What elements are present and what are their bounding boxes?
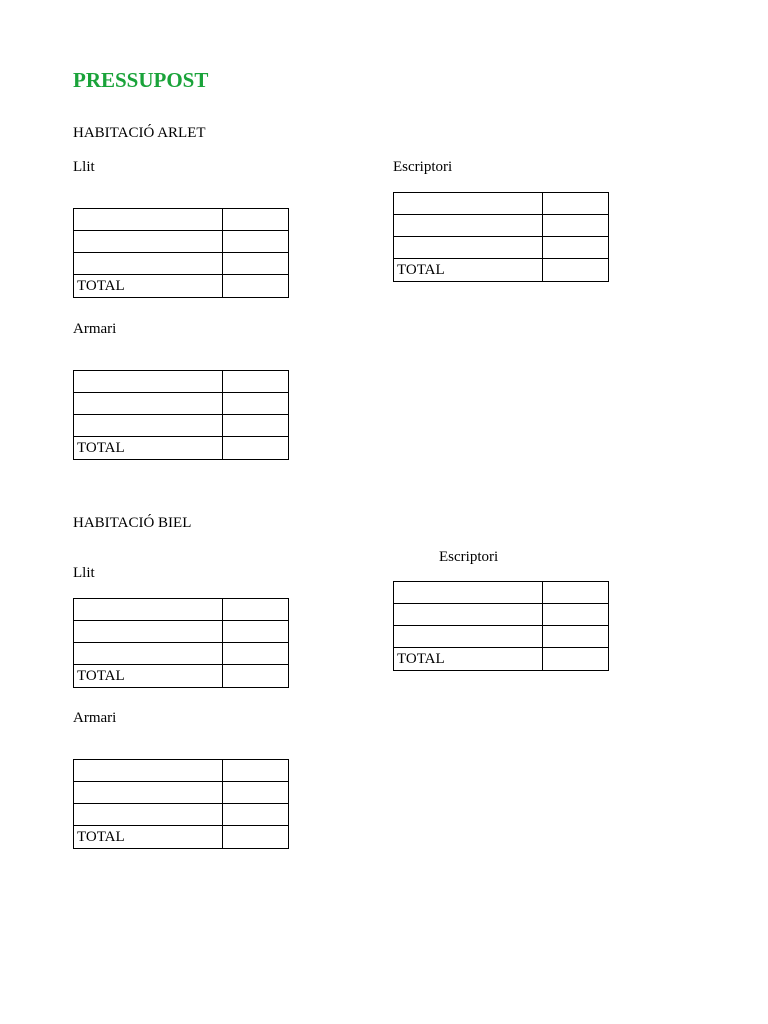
table-row [394, 604, 609, 626]
total-label: TOTAL [74, 826, 223, 849]
table-row [74, 782, 289, 804]
amount-cell[interactable] [223, 643, 289, 665]
table-row [74, 760, 289, 782]
budget-table-armari-arlet [73, 370, 289, 460]
section-label-escriptori-biel: Escriptori [439, 549, 499, 565]
table-row [394, 193, 609, 215]
table-row [74, 621, 289, 643]
total-label: TOTAL [74, 437, 223, 460]
item-cell[interactable] [394, 604, 543, 626]
item-cell[interactable] [394, 237, 543, 259]
item-cell[interactable] [74, 371, 223, 393]
section-label-escriptori-arlet: Escriptori [393, 159, 453, 175]
page-title: PRESSUPOST [73, 68, 209, 92]
budget-table-armari-biel [73, 759, 289, 849]
table-row [74, 599, 289, 621]
item-cell[interactable] [394, 582, 543, 604]
total-label: TOTAL [74, 275, 223, 298]
table-row [74, 231, 289, 253]
amount-cell[interactable] [223, 231, 289, 253]
total-amount-cell[interactable] [543, 259, 609, 282]
item-cell[interactable] [394, 215, 543, 237]
amount-cell[interactable] [223, 782, 289, 804]
total-amount-cell[interactable] [223, 275, 289, 298]
table-row [74, 253, 289, 275]
total-row [74, 665, 289, 688]
amount-cell[interactable] [223, 599, 289, 621]
total-label: TOTAL [394, 259, 543, 282]
table-row [74, 393, 289, 415]
table-row [74, 209, 289, 231]
total-label: TOTAL [394, 648, 543, 671]
section-label-armari-biel: Armari [73, 710, 117, 726]
amount-cell[interactable] [543, 237, 609, 259]
item-cell[interactable] [74, 804, 223, 826]
table-row [74, 371, 289, 393]
amount-cell[interactable] [543, 193, 609, 215]
amount-cell[interactable] [543, 604, 609, 626]
item-cell[interactable] [74, 760, 223, 782]
item-cell[interactable] [74, 231, 223, 253]
amount-cell[interactable] [543, 582, 609, 604]
item-cell[interactable] [74, 599, 223, 621]
table-row [394, 582, 609, 604]
budget-table-llit-biel [73, 598, 289, 688]
table-row [394, 237, 609, 259]
total-row [394, 259, 609, 282]
amount-cell[interactable] [543, 215, 609, 237]
item-cell[interactable] [74, 782, 223, 804]
budget-table-llit-arlet [73, 208, 289, 298]
table-row [394, 626, 609, 648]
budget-table-escriptori-biel [393, 581, 609, 671]
table-row [394, 215, 609, 237]
total-row [74, 826, 289, 849]
total-amount-cell[interactable] [543, 648, 609, 671]
item-cell[interactable] [74, 209, 223, 231]
amount-cell[interactable] [223, 804, 289, 826]
item-cell[interactable] [394, 193, 543, 215]
amount-cell[interactable] [223, 621, 289, 643]
total-amount-cell[interactable] [223, 437, 289, 460]
item-cell[interactable] [74, 643, 223, 665]
section-label-llit-biel: Llit [73, 565, 95, 581]
total-row [394, 648, 609, 671]
table-row [74, 415, 289, 437]
section-label-armari-arlet: Armari [73, 321, 117, 337]
total-row [74, 275, 289, 298]
amount-cell[interactable] [223, 415, 289, 437]
table-row [74, 804, 289, 826]
item-cell[interactable] [394, 626, 543, 648]
item-cell[interactable] [74, 393, 223, 415]
room-heading-arlet: HABITACIÓ ARLET [73, 125, 206, 141]
amount-cell[interactable] [223, 253, 289, 275]
total-amount-cell[interactable] [223, 826, 289, 849]
amount-cell[interactable] [223, 209, 289, 231]
total-amount-cell[interactable] [223, 665, 289, 688]
amount-cell[interactable] [223, 393, 289, 415]
amount-cell[interactable] [223, 760, 289, 782]
item-cell[interactable] [74, 253, 223, 275]
section-label-llit-arlet: Llit [73, 159, 95, 175]
item-cell[interactable] [74, 415, 223, 437]
amount-cell[interactable] [543, 626, 609, 648]
room-heading-biel: HABITACIÓ BIEL [73, 515, 192, 531]
item-cell[interactable] [74, 621, 223, 643]
total-label: TOTAL [74, 665, 223, 688]
total-row [74, 437, 289, 460]
budget-table-escriptori-arlet [393, 192, 609, 282]
table-row [74, 643, 289, 665]
amount-cell[interactable] [223, 371, 289, 393]
